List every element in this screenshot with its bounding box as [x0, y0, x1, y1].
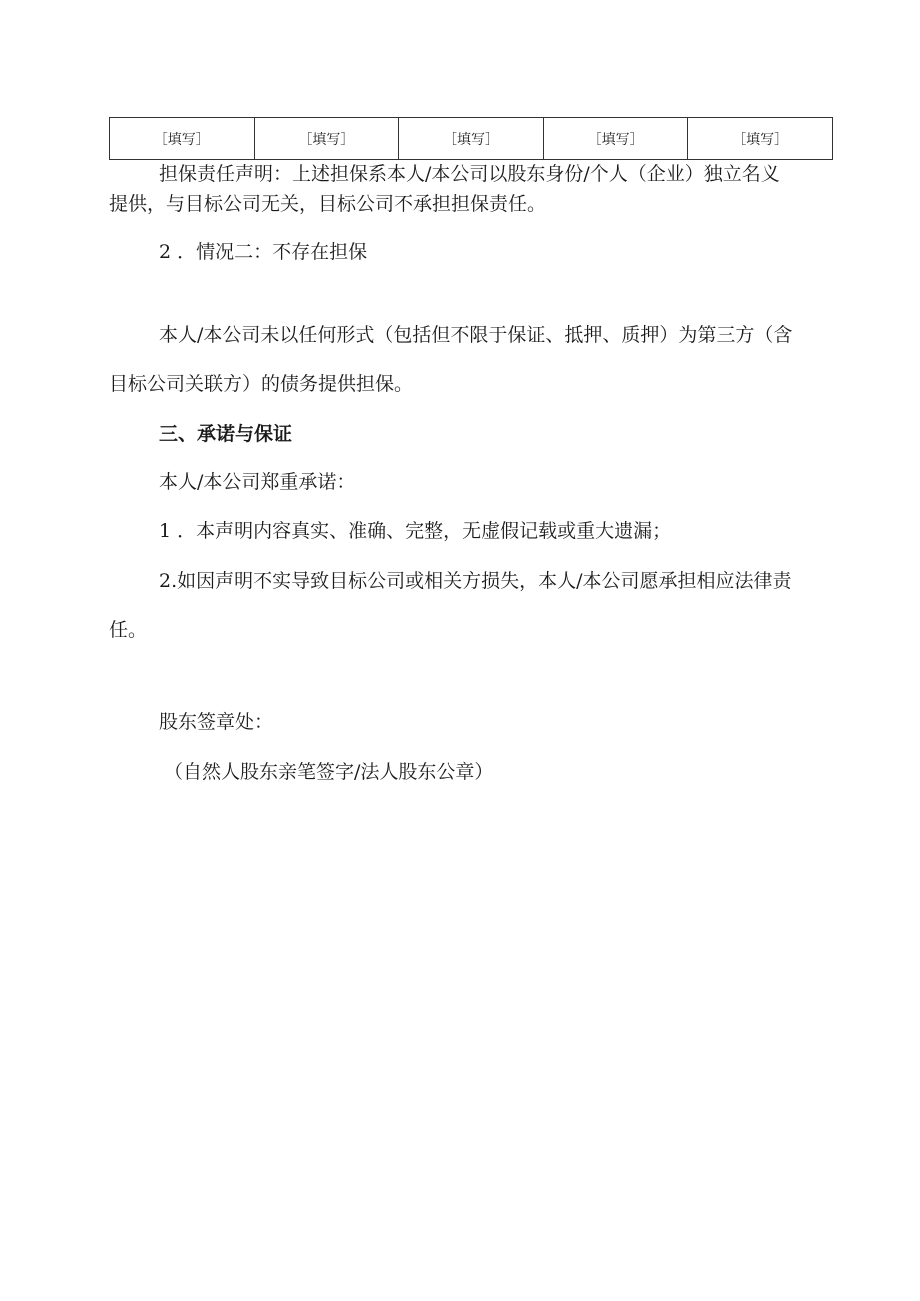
table-row: [110, 118, 833, 160]
fill-cell-5[interactable]: ［填写］: [688, 118, 833, 160]
signature-label: 股东签章处：: [159, 711, 274, 733]
commitment-item-2-line-2: 任。: [109, 619, 148, 641]
signature-note: （自然人股东亲笔签字/法人股东公章）: [164, 761, 494, 783]
fill-cell-4[interactable]: ［填写］: [543, 118, 688, 160]
fill-in-table: [109, 117, 833, 160]
section-3-intro: 本人/本公司郑重承诺：: [159, 471, 356, 493]
case-2-text-line-1: 本人/本公司未以任何形式（包括但不限于保证、抵押、质押）为第三方（含: [159, 324, 793, 346]
guarantee-statement-line-2: 提供，与目标公司无关，目标公司不承担担保责任。: [109, 193, 547, 215]
fill-cell-1[interactable]: ［填写］: [110, 118, 255, 160]
case-2-text-line-2: 目标公司关联方）的债务提供担保。: [109, 373, 414, 395]
commitment-item-2-line-1: 2.如因声明不实导致目标公司或相关方损失，本人/本公司愿承担相应法律责: [159, 570, 792, 592]
guarantee-statement-line-1: 担保责任声明：上述担保系本人/本公司以股东身份/个人（企业）独立名义: [159, 163, 780, 185]
fill-cell-2[interactable]: ［填写］: [254, 118, 399, 160]
fill-cell-3[interactable]: ［填写］: [399, 118, 544, 160]
section-3-heading: 三、承诺与保证: [159, 423, 293, 445]
commitment-item-1: 1 ．本声明内容真实、准确、完整，无虚假记载或重大遗漏；: [159, 520, 672, 542]
case-2-heading: 2 ．情况二：不存在担保: [159, 241, 368, 263]
